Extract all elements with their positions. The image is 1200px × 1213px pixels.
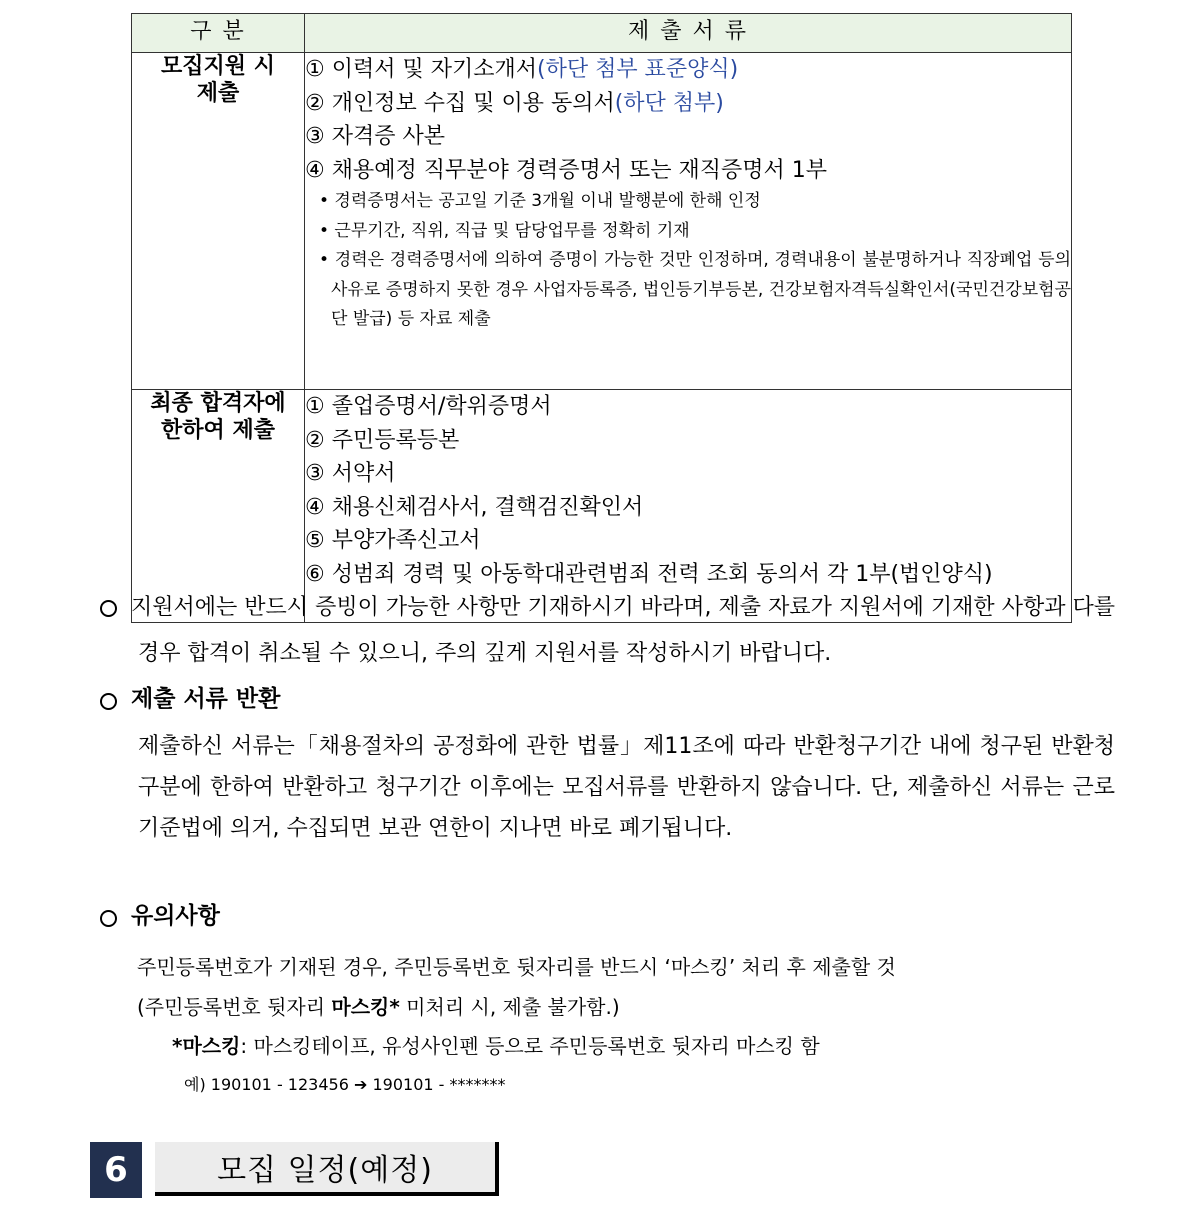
section-number: 6 xyxy=(90,1142,142,1198)
doc-item: ① 이력서 및 자기소개서(하단 첨부 표준양식) xyxy=(305,57,739,82)
circle-bullet-icon xyxy=(100,910,117,927)
doc-item: ① 졸업증명서/학위증명서 xyxy=(305,394,552,419)
circle-bullet-icon xyxy=(100,600,117,617)
category-text: 모집지원 시 제출 xyxy=(161,54,275,106)
caution-line-2: (주민등록번호 뒷자리 마스킹* 미처리 시, 제출 불가함.) xyxy=(137,995,620,1019)
doc-item: ② 개인정보 수집 및 이용 동의서(하단 첨부) xyxy=(305,90,724,116)
doc-item: ④ 채용신체검사서, 결핵검진확인서 xyxy=(305,494,644,520)
doc-item: ⑤ 부양가족신고서 xyxy=(305,528,481,553)
application-docs-cell xyxy=(305,53,1072,390)
bullet-note: • 경력은 경력증명서에 의하여 증명이 가능한 것만 인정하며, 경력내용이 불분명하거나 직장폐업 등의 사유로 증명하지 못한 경우 사업자등록증, 법인등기부등본, 건강보험자격득실확인서(국민건강보험공단 발급) 등 자료 제출 xyxy=(319,250,1071,329)
doc-item: ③ 자격증 사본 xyxy=(305,124,445,149)
return-heading xyxy=(100,680,1115,713)
doc-item: ⑥ 성범죄 경력 및 아동학대관련범죄 전력 조회 동의서 각 1부(법인양식) xyxy=(305,561,993,587)
doc-item: ④ 채용예정 직무분야 경력증명서 또는 재직증명서 1부 xyxy=(305,157,827,183)
documents-table xyxy=(131,13,1072,623)
caution-line-3: *마스킹: 마스킹테이프, 유성사인펜 등으로 주민등록번호 뒷자리 마스킹 함 xyxy=(172,1034,820,1058)
return-body: 제출하신 서류는「채용절차의 공정화에 관한 법률」제11조에 따라 반환청구기간 내에 청구된 반환청구분에 한하여 반환하고 청구기간 이후에는 모집서류를 반환하지 않습니다. 단, 제출하신 서류는 근로기준법에 의거, 수집되면 보관 연한이 지나면 바로 폐기됩니다. xyxy=(138,734,1115,841)
return-heading-text: 제출 서류 반환 xyxy=(131,686,281,712)
caution-heading xyxy=(100,897,1115,930)
caution-line-1: 주민등록번호가 기재된 경우, 주민등록번호 뒷자리를 반드시 ‘마스킹’ 처리 후 제출할 것 xyxy=(137,955,896,979)
masking-example: 예) 190101 - 123456 ➔ 190101 - ******* xyxy=(184,1075,506,1094)
bullet-note: • 경력증명서는 공고일 기준 3개월 이내 발행분에 한해 인정 xyxy=(319,191,761,211)
arrow-icon: ➔ xyxy=(353,1075,368,1094)
doc-item: ② 주민등록등본 xyxy=(305,427,460,453)
header-documents: 제 출 서 류 xyxy=(305,14,1072,53)
doc-item: ③ 서약서 xyxy=(305,461,396,486)
row-category-application xyxy=(132,53,305,390)
section-title: 모집 일정(예정) xyxy=(155,1142,499,1196)
bullet-note: • 근무기간, 직위, 직급 및 담당업무를 정확히 기재 xyxy=(319,220,690,241)
notice-paragraph xyxy=(100,585,1115,677)
header-category: 구 분 xyxy=(132,14,305,53)
notice-text: 지원서에는 반드시 증빙이 가능한 사항만 기재하시기 바라며, 제출 자료가 지원서에 기재한 사항과 다를 경우 합격이 취소될 수 있으니, 주의 깊게 지원서를 작성하시기 바랍니다. xyxy=(131,595,1115,666)
category-text: 최종 합격자에 한하여 제출 xyxy=(150,391,286,443)
caution-heading-text: 유의사항 xyxy=(131,903,220,929)
circle-bullet-icon xyxy=(100,693,117,710)
